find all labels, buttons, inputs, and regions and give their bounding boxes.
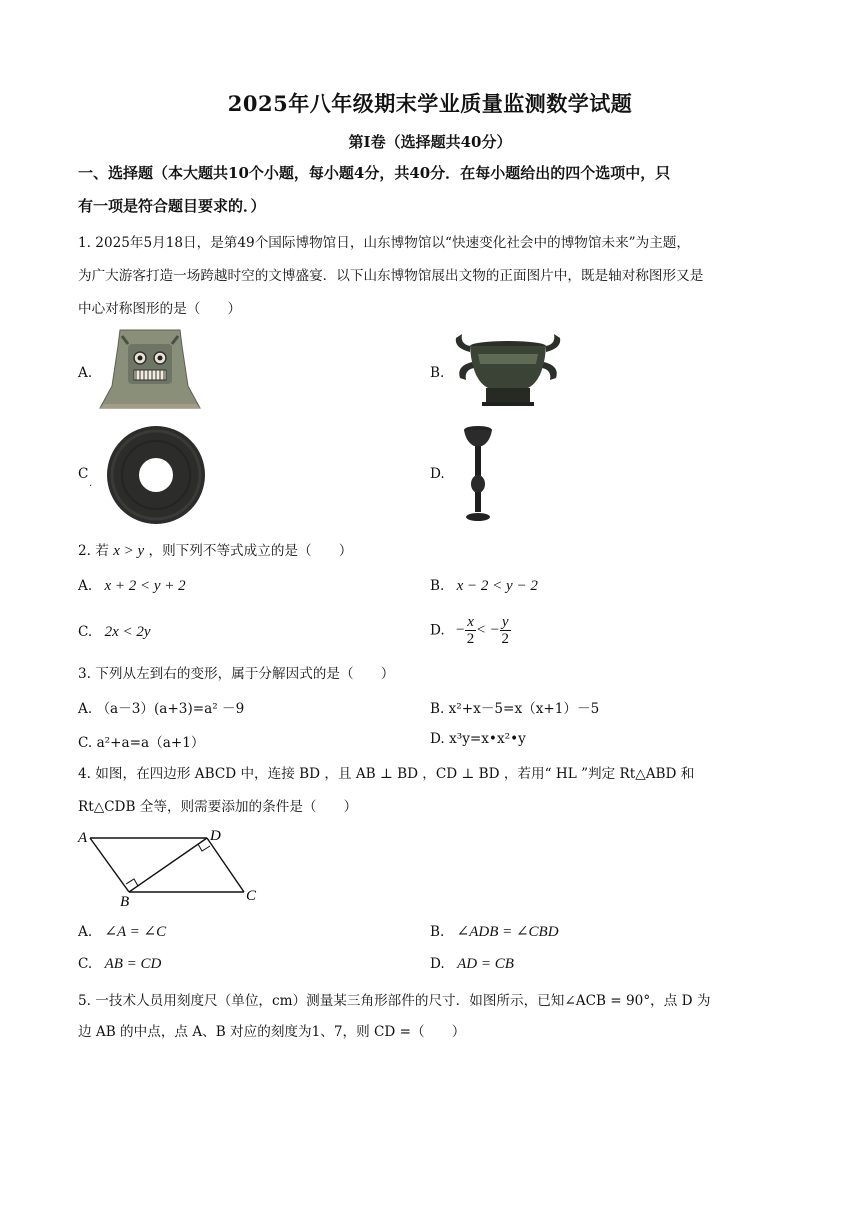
q4-option-b-label: B. (430, 924, 445, 940)
q2-option-a-label: A. (78, 578, 93, 594)
q4-option-d-expr: AD = CB (457, 956, 514, 972)
q3-option-c[interactable] (78, 731, 204, 751)
q3-option-c-text: a²+a=a（a+1） (96, 735, 205, 751)
q4-option-d-label: D. (430, 956, 445, 972)
q2-option-b-expr: x − 2 < y − 2 (456, 578, 538, 594)
q5-line1: 5. 一技术人员用刻度尺（单位，cm）测量某三角形部件的尺寸．如图所示，已知∠ACB = 90°，点 D 为 (78, 993, 711, 1009)
q3-option-b-text: x²+x－5=x（x+1）－5 (448, 701, 600, 717)
q3-option-a[interactable] (78, 697, 244, 717)
q4-line2: Rt△CDB 全等，则需要添加的条件是（ ） (78, 799, 358, 815)
q2-option-a[interactable] (78, 578, 186, 595)
q2-option-d[interactable]: D. − $\frac{x}{2}$ < − $\frac{y}{2}$ (430, 614, 509, 647)
q4-option-a[interactable] (78, 922, 166, 941)
q2-option-c[interactable] (78, 624, 151, 641)
q4-option-c-label: C. (78, 956, 93, 972)
q5-line2: 边 AB 的中点，点 A、B 对应的刻度为1、7，则 CD =（ ） (78, 1024, 466, 1040)
q2-option-d-left-frac: $\frac{x}{2}$ (466, 614, 475, 647)
q2-option-d-label: D. (430, 622, 445, 639)
q3-option-a-text: （a－3）(a+3)=a² －9 (96, 701, 245, 717)
q2-option-c-expr: 2x < 2y (104, 624, 151, 640)
q2-option-b-label: B. (430, 578, 445, 594)
q3-option-d-label: D. (430, 731, 445, 747)
section-heading-line2: 有一项是符合题目要求的．） (78, 197, 266, 215)
q2-stem-math: x > y (113, 543, 145, 559)
q2-option-a-expr: x + 2 < y + 2 (104, 578, 186, 594)
q1-option-b-label[interactable]: B. (430, 365, 445, 381)
figure-label-a: A (78, 830, 88, 846)
q1-line2: 为广大游客打造一场跨越时空的文博盛宴．以下山东博物馆展出文物的正面图片中，既是轴对称图形又是 (78, 268, 704, 284)
q4-option-b[interactable] (430, 922, 559, 941)
q3-option-b-label: B. (430, 701, 445, 717)
figure-label-b: B (120, 894, 130, 906)
q1-option-c-label[interactable]: C (78, 466, 89, 482)
q2-option-d-right-frac: $\frac{y}{2}$ (501, 614, 509, 647)
q2-stem-suffix: ，则下列不等式成立的是（ ） (148, 543, 353, 559)
q2-option-b[interactable] (430, 578, 538, 595)
q1-option-c-dot: . (89, 478, 93, 489)
q1-line3: 中心对称图形的是（ ） (78, 301, 242, 317)
goblet-stem-cup-image (460, 424, 496, 524)
q1-option-a-label[interactable]: A. (78, 365, 93, 381)
q4-option-b-expr: ∠ADB = ∠CBD (456, 924, 559, 940)
q4-line1: 4. 如图，在四边形 ABCD 中，连接 BD ，且 AB ⊥ BD ，CD ⊥ BD ，若用“ HL ”判定 Rt△ABD 和 (78, 766, 695, 782)
bronze-mask-artifact-image (98, 326, 202, 412)
q3-option-a-label: A. (78, 701, 93, 717)
q4-quadrilateral-figure (74, 826, 264, 906)
q4-option-a-label: A. (78, 924, 93, 940)
q4-option-c-expr: AB = CD (104, 956, 162, 972)
q4-option-c[interactable] (78, 956, 161, 973)
figure-label-c: C (246, 888, 257, 904)
q2-option-c-label: C. (78, 624, 93, 640)
q1-option-d-label[interactable]: D. (430, 466, 445, 482)
q3-option-b[interactable] (430, 697, 599, 717)
q4-option-a-expr: ∠A = ∠C (104, 924, 167, 940)
q1-line1: 1. 2025年5月18日，是第49个国际博物馆日，山东博物馆以“快速变化社会中的博物馆未来”为主题， (78, 235, 690, 251)
q3-stem: 3. 下列从左到右的变形，属于分解因式的是（ ） (78, 666, 395, 682)
q3-option-d-text: x³y=x•x²•y (449, 731, 526, 747)
section-heading-line1: 一、选择题（本大题共10个小题，每小题4分，共40分．在每小题给出的四个选项中，只 (78, 164, 671, 182)
q3-option-c-label: C. (78, 735, 93, 751)
section-subtitle: 第Ⅰ卷（选择题共40分） (348, 133, 512, 151)
q2-stem-prefix: 2. 若 (78, 543, 109, 559)
q3-option-d[interactable] (430, 731, 526, 747)
page-title: 2025年八年级期末学业质量监测数学试题 (227, 91, 633, 116)
q4-option-d[interactable] (430, 956, 514, 973)
bronze-gui-vessel-image (452, 332, 564, 408)
figure-label-d: D (210, 828, 221, 844)
jade-bi-disc-image (104, 425, 208, 525)
